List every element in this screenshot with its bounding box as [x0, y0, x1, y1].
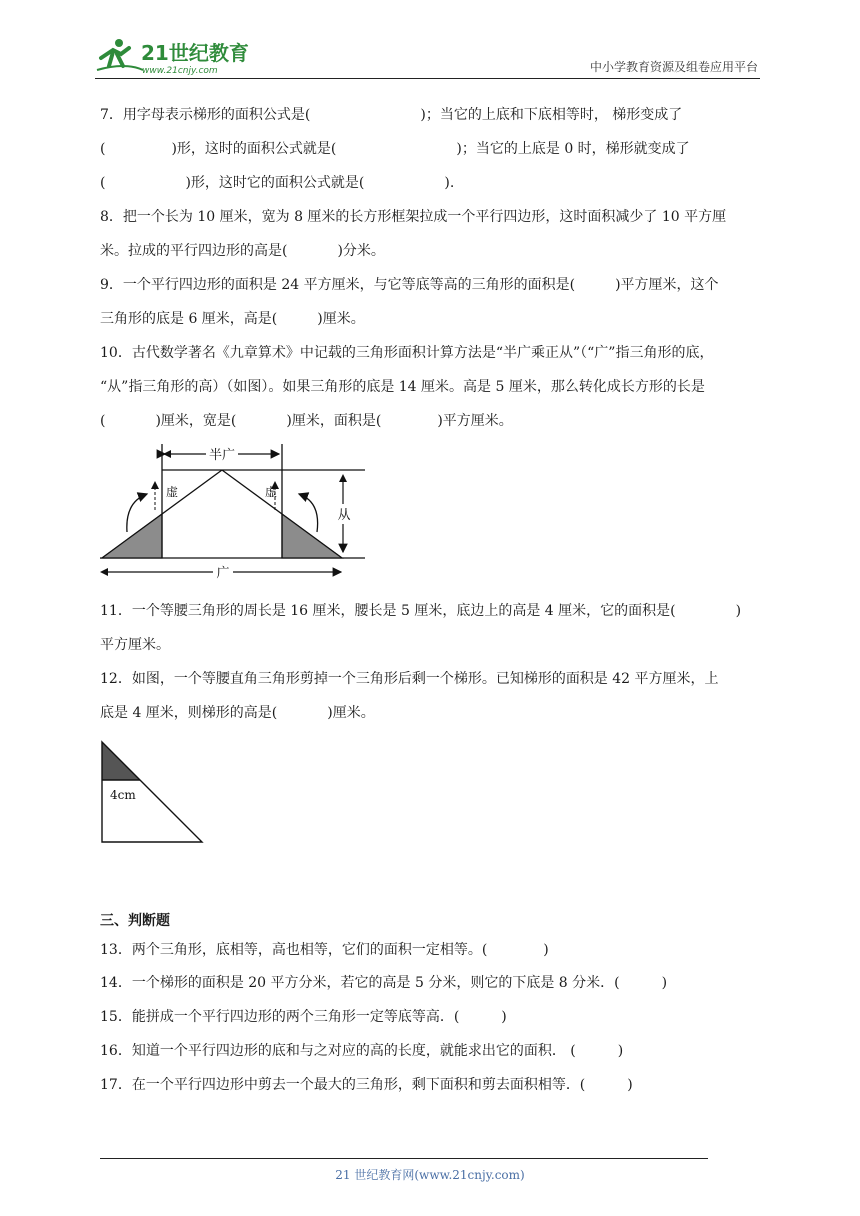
- footer-divider: [100, 1158, 708, 1159]
- q11-text-a: 11．一个等腰三角形的周长是 16 厘米，腰长是 5 厘米，底边上的高是 4 厘米，它的面积是(: [100, 603, 676, 619]
- judge-item-17: [100, 1075, 633, 1095]
- q7-text-b: )；当它的上底和下底相等时， 梯形变成了: [420, 107, 683, 123]
- judge-item-16: [100, 1041, 623, 1061]
- q12-text-b: )厘米。: [327, 705, 375, 721]
- judge-item-13: [100, 940, 549, 960]
- q12-line2: [100, 703, 375, 723]
- q7-text-d: )形，这时的面积公式就是(: [171, 141, 337, 157]
- q12-text-a: 底是 4 厘米，则梯形的高是(: [100, 705, 278, 721]
- q8-text-b: )分米。: [337, 243, 385, 259]
- q10-figure: [95, 440, 375, 590]
- q12-line1: 12．如图，一个等腰直角三角形剪掉一个三角形后剩一个梯形。已知梯形的面积是 42 平方厘米，上: [100, 671, 719, 687]
- judge-item-paren: ): [627, 1077, 633, 1093]
- judge-item-paren: ): [543, 942, 549, 958]
- q8-text-a: 米。拉成的平行四边形的高是(: [100, 243, 288, 259]
- fill-label-left: 虚: [166, 485, 179, 499]
- judge-item-text: 14．一个梯形的面积是 20 平方分米，若它的高是 5 分米，则它的下底是 8 分米．(: [100, 975, 620, 991]
- shaded-left-triangle: [102, 514, 162, 558]
- judge-item-text: 15．能拼成一个平行四边形的两个三角形一定等底等高．(: [100, 1009, 460, 1025]
- judge-item-paren: ): [661, 975, 668, 991]
- q7-text-f: (: [100, 175, 106, 191]
- q10-text-d: )平方厘米。: [437, 413, 513, 429]
- trapezoid-top-label: 4cm: [110, 788, 136, 802]
- q7-text-e: )；当它的上底是 0 时，梯形就变成了: [456, 141, 690, 157]
- q10-text-c: )厘米，面积是(: [286, 413, 382, 429]
- height-label: 从: [337, 508, 351, 523]
- logo-url-text: www.21cnjy.com: [142, 66, 218, 76]
- page-header: [95, 30, 760, 79]
- q10-line1: 10．古代数学著名《九章算术》中记载的三角形面积计算方法是“半广乘正从”（“广”指三角形的底，: [100, 345, 714, 361]
- q7-text-h: ).: [444, 175, 455, 191]
- q7-text-g: )形，这时它的面积公式就是(: [185, 175, 365, 191]
- q12-figure: [98, 738, 208, 848]
- q10-line2: “从”指三角形的高）（如图）。如果三角形的底是 14 厘米。高是 5 厘米，那么转化成长方形的长是: [100, 379, 705, 395]
- q7-line1: [100, 105, 682, 125]
- q10-text-a: (: [100, 413, 106, 429]
- q11-text-b: ): [735, 603, 742, 619]
- q11-line1: [100, 601, 741, 621]
- q7-line3: [100, 173, 454, 193]
- base-label: 广: [216, 566, 230, 581]
- q8-line1: 8．把一个长为 10 厘米，宽为 8 厘米的长方形框架拉成一个平行四边形，这时面积减少了 10 平方厘: [100, 209, 727, 225]
- q9-line2: [100, 309, 365, 329]
- q10-text-b: )厘米，宽是(: [155, 413, 237, 429]
- section-title-judge: 三、判断题: [100, 913, 170, 929]
- judge-item-14: [100, 973, 667, 993]
- judge-item-text: 17．在一个平行四边形中剪去一个最大的三角形，剩下面积和剪去面积相等．(: [100, 1077, 586, 1093]
- judge-item-text: 13．两个三角形，底相等，高也相等，它们的面积一定相等。(: [100, 942, 488, 958]
- fill-label-right: 虚: [265, 485, 278, 499]
- platform-text: 中小学教育资源及组卷应用平台: [589, 60, 758, 74]
- q9-text-c: 三角形的底是 6 厘米，高是(: [100, 311, 278, 327]
- q9-text-b: )平方厘米，这个: [615, 277, 719, 293]
- shaded-right-triangle: [282, 514, 342, 558]
- logo-main-text: 21世纪教育: [141, 41, 249, 65]
- q9-text-d: )厘米。: [317, 311, 365, 327]
- half-base-label: 半广: [208, 448, 236, 463]
- q7-line2: [100, 139, 690, 159]
- judge-item-15: [100, 1007, 507, 1027]
- q8-line2: [100, 241, 385, 261]
- q11-line2: 平方厘米。: [100, 637, 170, 653]
- q10-line3: [100, 411, 513, 431]
- footer-link[interactable]: 21 世纪教育网(www.21cnjy.com): [335, 1168, 525, 1182]
- logo: [95, 36, 265, 76]
- q7-text-c: (: [100, 141, 106, 157]
- judge-item-paren: ): [501, 1009, 507, 1025]
- q9-text-a: 9．一个平行四边形的面积是 24 平方厘米，与它等底等高的三角形的面积是(: [100, 277, 576, 293]
- judge-item-text: 16．知道一个平行四边形的底和与之对应的高的长度，就能求出它的面积． (: [100, 1043, 576, 1059]
- q9-line1: [100, 275, 719, 295]
- q7-text-a: 7．用字母表示梯形的面积公式是(: [100, 107, 311, 123]
- judge-item-paren: ): [617, 1043, 624, 1059]
